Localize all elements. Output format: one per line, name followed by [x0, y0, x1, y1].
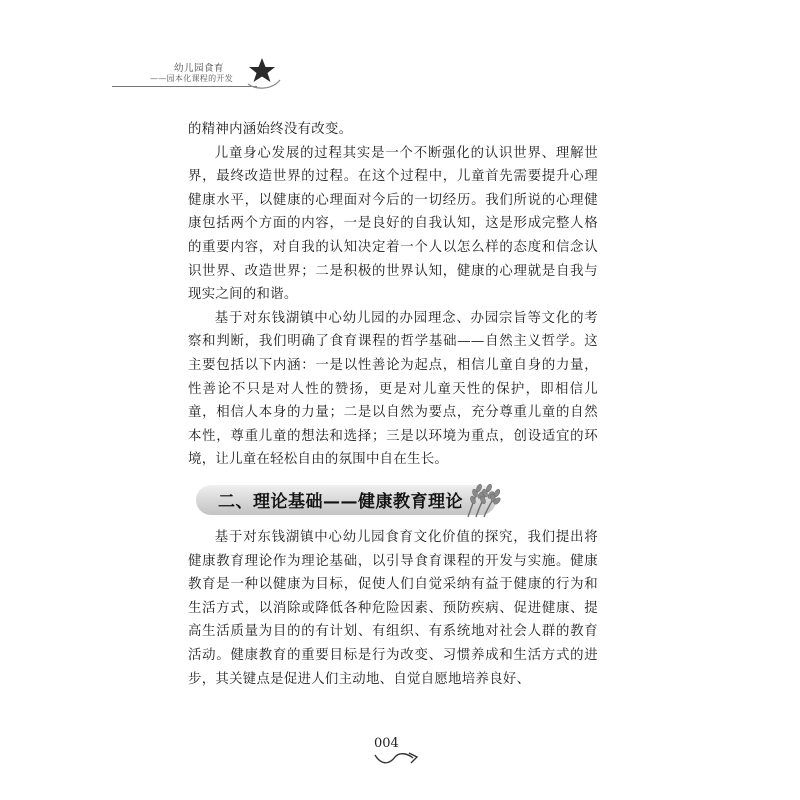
- header-subtitle: ——园本化课程的开发: [150, 74, 233, 83]
- section-heading: [196, 475, 516, 521]
- paragraph: 基于对东钱湖镇中心幼儿园的办园理念、办园宗旨等文化的考察和判断，我们明确了食育课程的哲学基础——自然主义哲学。这主要包括以下内涵：一是以性善论为起点，相信儿童自身的力量，性善论不只是对人性的赞扬，更是对儿童天性的保护，即相信儿童，相信人本身的力量；二是以自然为要点，充分尊重儿童的自然本性，尊重儿童的想法和选择；三是以环境为重点，创设适宜的环境，让儿童在轻松自由的氛围中自在生长。: [188, 310, 598, 468]
- page-footer: [365, 733, 435, 773]
- body-block-2: [188, 526, 598, 691]
- star-icon: [242, 54, 284, 92]
- paragraph-continuation: 的精神内涵始终没有改变。: [188, 122, 353, 137]
- paragraph: 基于对东钱湖镇中心幼儿园食育文化价值的探究，我们提出将健康教育理论作为理论基础，以引导食育课程的开发与实施。健康教育是一种以健康为目标，促使人们自觉采纳有益于健康的行为和生活方式，以消除或降低各种危险因素、预防疾病、促进健康、提高生活质量为目的的有计划、有组织、有系统地对社会人群的教育活动。健康教育的重要目标是行为改变、习惯养成和生活方式的进步，其关键点是促进人们主动地、自觉自愿地培养良好、: [188, 530, 598, 687]
- paragraph: 儿童身心发展的过程其实是一个不断强化的认识世界、理解世界，最终改造世界的过程。在这个过程中，儿童首先需要提升心理健康水平，以健康的心理面对今后的一切经历。我们所说的心理健康包括两个方面的内容，一是良好的自我认知，这是形成完整人格的重要内容，对自我的认知决定着一个人以怎么样的态度和信念认识世界、改造世界；二是积极的世界认知，健康的心理就是自我与现实之间的和谐。: [188, 145, 598, 303]
- section-heading-text: 二、理论基础——健康教育理论: [218, 492, 463, 512]
- header-rule: [112, 86, 257, 87]
- body-block-1: [188, 118, 598, 472]
- wheat-icon: [458, 475, 502, 519]
- running-header: [112, 54, 282, 94]
- header-title: 幼儿园食育: [174, 63, 225, 74]
- swirl-arrow-icon: [373, 749, 421, 769]
- page-number: 004: [374, 736, 399, 751]
